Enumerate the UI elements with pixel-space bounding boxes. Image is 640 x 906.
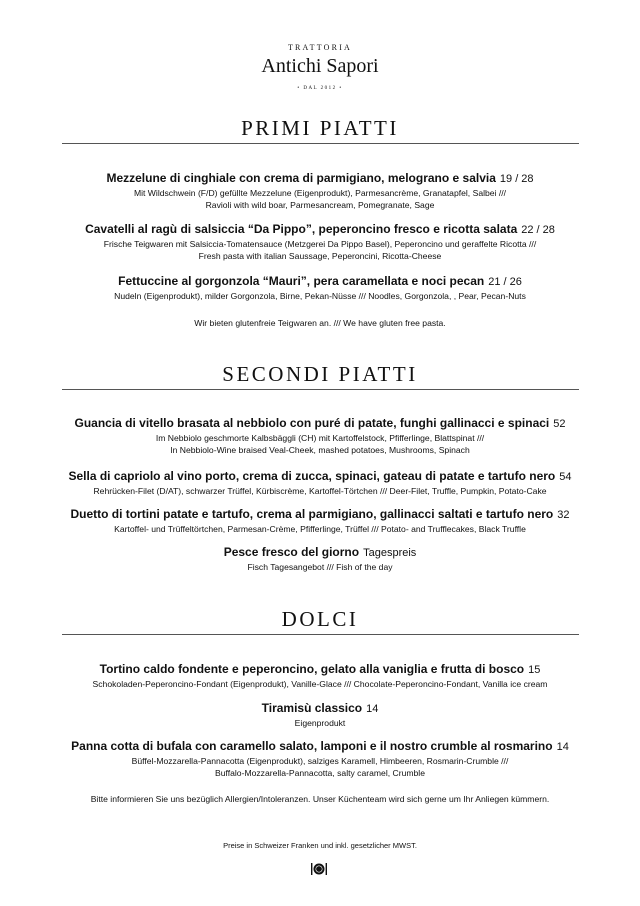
dish-name: Guancia di vitello brasata al nebbiolo con puré di patate, funghi gallinacci e spinaci [74, 416, 550, 430]
dish-name: Cavatelli al ragù di salsiccia “Da Pippo”, peperoncino fresco e ricotta salata [85, 222, 518, 236]
section-title-primi: PRIMI PIATTI [241, 116, 399, 140]
dish-description: Im Nebbiolo geschmorte Kalbsbäggli (CH) mit Kartoffelstock, Pfifferlinge, Blattspinat /// [155, 433, 485, 443]
dish-description: Büffel-Mozzarella-Pannacotta (Eigenprodukt), salziges Karamell, Himbeeren, Rosmarin-Crumble /// [131, 756, 509, 766]
brand-since: • DAL 2012 • [297, 86, 343, 91]
section-title-secondi: SECONDI PIATTI [222, 362, 418, 386]
dish-name: Fettuccine al gorgonzola “Mauri”, pera caramellata e noci pecan [118, 274, 485, 288]
menu-item [40, 222, 600, 262]
dish-description: Kartoffel- und Trüffeltörtchen, Parmesan-Crème, Pfifferlinge, Trüffel /// Potato- and Trufflecakes, Black Truffle [114, 524, 526, 534]
menu-item [40, 545, 600, 573]
gluten-free-note: Wir bieten glutenfreie Teigwaren an. /// We have gluten free pasta. [194, 318, 446, 328]
prices-note: Preise in Schweizer Franken und inkl. gesetzlicher MWST. [223, 841, 417, 850]
section-divider [62, 389, 579, 390]
menu-item [40, 469, 600, 497]
dish-description: Ravioli with wild boar, Parmesancream, Pomegranate, Sage [205, 200, 435, 210]
dish-name: Duetto di tortini patate e tartufo, crema al parmigiano, gallinacci saltati e tartufo nero [70, 507, 554, 521]
dish-description: In Nebbiolo-Wine braised Veal-Cheek, mashed potatoes, Mushrooms, Spinach [170, 445, 470, 455]
dish-price: Tagespreis [363, 547, 417, 559]
dish-price: 19 / 28 [499, 173, 534, 185]
dish-name: Sella di capriolo al vino porto, crema di zucca, spinaci, gateau di patate e tartufo nero [68, 469, 556, 483]
menu-item [40, 274, 600, 302]
section-divider [62, 143, 579, 144]
dish-price: 54 [559, 471, 572, 483]
dish-name: Mezzelune di cinghiale con crema di parmigiano, melograno e salvia [106, 171, 496, 185]
dish-name: Pesce fresco del giorno [223, 545, 360, 559]
dish-name: Tiramisù classico [261, 701, 363, 715]
menu-item [40, 171, 600, 211]
menu-item [40, 507, 600, 535]
dish-description: Buffalo-Mozzarella-Pannacotta, salty caramel, Crumble [214, 768, 425, 778]
dish-description: Schokoladen-Peperoncino-Fondant (Eigenprodukt), Vanille-Glace /// Chocolate-Peperoncino-Fondant, Vanilla ice cream [92, 679, 548, 689]
section-title-dolci: DOLCI [281, 607, 359, 631]
dish-name: Tortino caldo fondente e peperoncino, gelato alla vaniglia e frutta di bosco [99, 662, 525, 676]
dish-name: Panna cotta di bufala con caramello salato, lamponi e il nostro crumble al rosmarino [71, 739, 553, 753]
menu-item [40, 416, 600, 456]
dish-description: Eigenprodukt [294, 718, 346, 728]
menu-item [40, 739, 600, 779]
allergy-note: Bitte informieren Sie uns bezüglich Allergien/Intoleranzen. Unser Küchenteam wird sich gerne um Ihr Anliegen kümmern. [90, 794, 550, 804]
dish-description: Nudeln (Eigenprodukt), milder Gorgonzola, Birne, Pekan-Nüsse /// Noodles, Gorgonzola, , Pear, Pecan-Nuts [114, 291, 526, 301]
brand-name: Antichi Sapori [261, 55, 379, 77]
dish-description: Fresh pasta with italian Saussage, Peperoncini, Ricotta-Cheese [198, 251, 442, 261]
dish-price: 32 [557, 509, 570, 521]
dish-description: Fisch Tagesangebot /// Fish of the day [247, 562, 393, 572]
dish-description: Frische Teigwaren mit Salsiccia-Tomatensauce (Metzgerei Da Pippo Basel), Peperoncino und geraffelte Ricotta /// [103, 239, 537, 249]
menu-item [40, 662, 600, 690]
dish-description: Mit Wildschwein (F/D) gefüllte Mezzelune (Eigenprodukt), Parmesancrème, Granatapfel, Salbei /// [133, 188, 507, 198]
dish-description: Rehrücken-Filet (D/AT), schwarzer Trüffel, Kürbiscrème, Kartoffel-Törtchen /// Deer-Filet, Truffle, Pumpkin, Potato-Cake [93, 486, 547, 496]
menu-item [40, 701, 600, 729]
dish-price: 22 / 28 [521, 224, 555, 236]
dish-price: 14 [366, 703, 379, 715]
dish-price: 14 [556, 741, 569, 753]
plate-cutlery-icon [310, 862, 328, 876]
dish-price: 15 [528, 664, 541, 676]
dish-price: 21 / 26 [488, 276, 522, 288]
brand-subtitle: TRATTORIA [287, 43, 353, 52]
section-divider [62, 634, 579, 635]
dish-price: 52 [553, 418, 566, 430]
